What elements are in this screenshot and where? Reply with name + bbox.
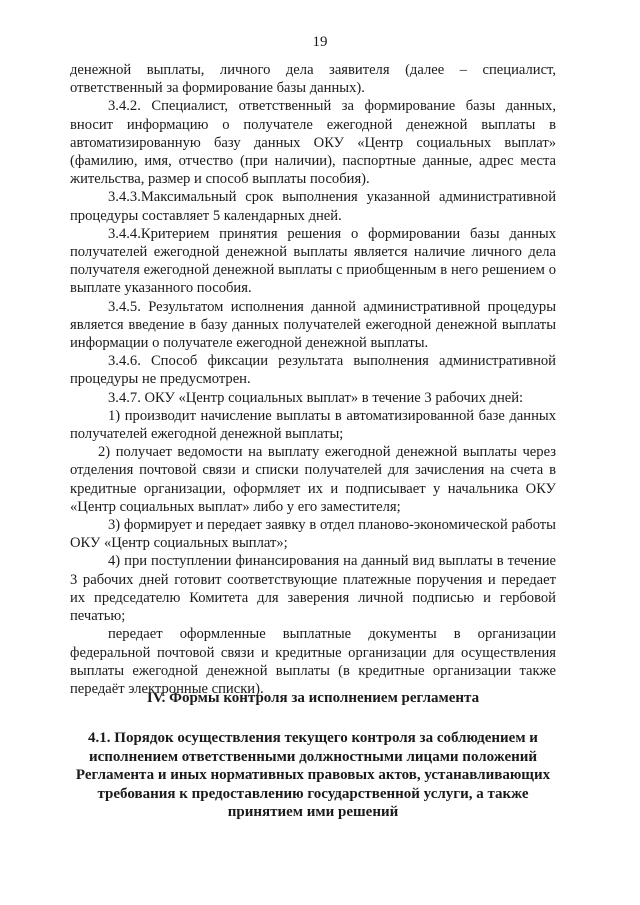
list-item-3: 3) формирует и передает заявку в отдел планово-экономической работы ОКУ «Центр социальных выплат»; [70, 517, 556, 552]
section-heading: IV. Формы контроля за исполнением регламента [146, 690, 480, 706]
list-item-transfer: передает оформленные выплатные документы в организации федеральной почтовой связи и кредитные организации для осуществления выплаты ежегодной денежной выплаты (в кредитные организации также передаёт электронные списки). [70, 626, 556, 697]
paragraph-3-4-7: 3.4.7. ОКУ «Центр социальных выплат» в течение 3 рабочих дней: [108, 389, 524, 406]
paragraph-3-4-6: 3.4.6. Способ фиксации результата выполнения административной процедуры не предусмотрен. [70, 353, 556, 388]
paragraph-3-4-5: 3.4.5. Результатом исполнения данной административной процедуры является введение в базу данных получателей ежегодной денежной выплаты информации о получателе ежегодной денежной выплаты. [70, 298, 556, 352]
list-item-2: 2) получает ведомости на выплату ежегодной денежной выплаты через отделения почтовой связи и списки получателей для зачисления на счета в кредитные организации, оформляет их и подписывает у начальника ОКУ «Центр социальных выплат» либо у его заместителя; [70, 444, 556, 515]
paragraph-3-4-2: 3.4.2. Специалист, ответственный за формирование базы данных, вносит информацию о получателе ежегодной денежной выплаты в автоматизированную базу данных ОКУ «Центр социальных выплат» (фамилию, имя, отчество (при наличии), паспортные данные, адрес места жительства, размер и способ выплаты пособия). [70, 98, 556, 188]
document-body [70, 61, 556, 698]
list-item-4: 4) при поступлении финансирования на данный вид выплаты в течение 3 рабочих дней готовит соответствующие платежные поручения и передает их председателю Комитета для заверения личной подписью и гербовой печатью; [70, 553, 556, 625]
subsection-heading: 4.1. Порядок осуществления текущего контроля за соблюдением и исполнением ответственными должностными лицами положений Регламента и иных нормативных правовых актов, устанавливающих требования к предоставлению государственной услуги, а также принятием ими решений [75, 730, 551, 820]
list-item-1: 1) производит начисление выплаты в автоматизированной базе данных получателей ежегодной денежной выплаты; [70, 407, 556, 443]
paragraph-continuation: денежной выплаты, личного дела заявителя (далее – специалист, ответственный за формирование базы данных). [70, 62, 556, 97]
paragraph-3-4-3: 3.4.3.Максимальный срок выполнения указанной административной процедуры составляет 5 календарных дней. [70, 189, 556, 224]
page-number: 19 [312, 34, 328, 50]
paragraph-3-4-4: 3.4.4.Критерием принятия решения о формировании базы данных получателей ежегодной денежной выплаты является наличие личного дела получателя ежегодной денежной выплаты с приобщенным в него решением о выплате указанного пособия. [70, 225, 556, 297]
